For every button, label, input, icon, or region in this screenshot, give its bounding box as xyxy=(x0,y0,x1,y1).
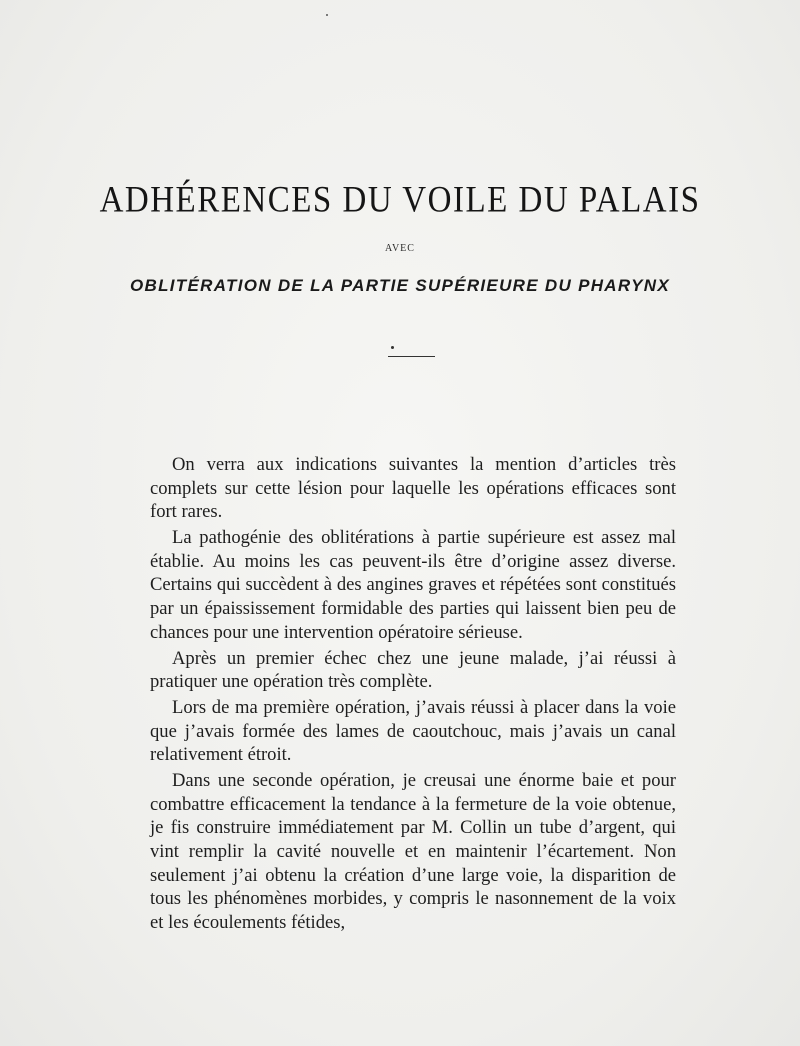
paragraph: On verra aux indications suivantes la mention d’articles très complets sur cette lésion pour laquelle les opérations efficaces sont fort rares. xyxy=(150,454,676,523)
page-title: ADHÉRENCES DU VOILE DU PALAIS xyxy=(99,180,701,221)
separator-dot xyxy=(391,346,394,349)
body-text xyxy=(150,453,676,934)
ink-speck xyxy=(326,14,328,16)
paragraph: Après un premier échec chez une jeune malade, j’ai réussi à pratiquer une opération très complète. xyxy=(150,647,676,693)
page-subtitle: OBLITÉRATION DE LA PARTIE SUPÉRIEURE DU PHARYNX xyxy=(130,276,670,295)
title-connector: AVEC xyxy=(385,243,415,254)
separator-rule xyxy=(388,356,435,357)
paragraph: La pathogénie des oblitérations à partie supérieure est assez mal établie. Au moins les cas peuvent-ils être d’origine assez diverse. Certains qui succèdent à des angines graves et répétées sont constitués par un épaississement formidable des parties qui laissent bien peu de chances pour une intervention opératoire sérieuse. xyxy=(150,527,676,643)
paragraph: Lors de ma première opération, j’avais réussi à placer dans la voie que j’avais formée des lames de caoutchouc, mais j’avais un canal relativement étroit. xyxy=(150,697,676,766)
paragraph: Dans une seconde opération, je creusai une énorme baie et pour combattre efficacement la tendance à la fermeture de la voie obtenue, je fis construire immédiatement par M. Collin un tube d’argent, qui vint remplir la cavité nouvelle et en maintenir l’écartement. Non seulement j’ai obtenu la création d’une large voie, la disparition de tous les phénomènes morbides, y compris le nasonnement de la voix et les écoulements fétides, xyxy=(150,770,676,933)
